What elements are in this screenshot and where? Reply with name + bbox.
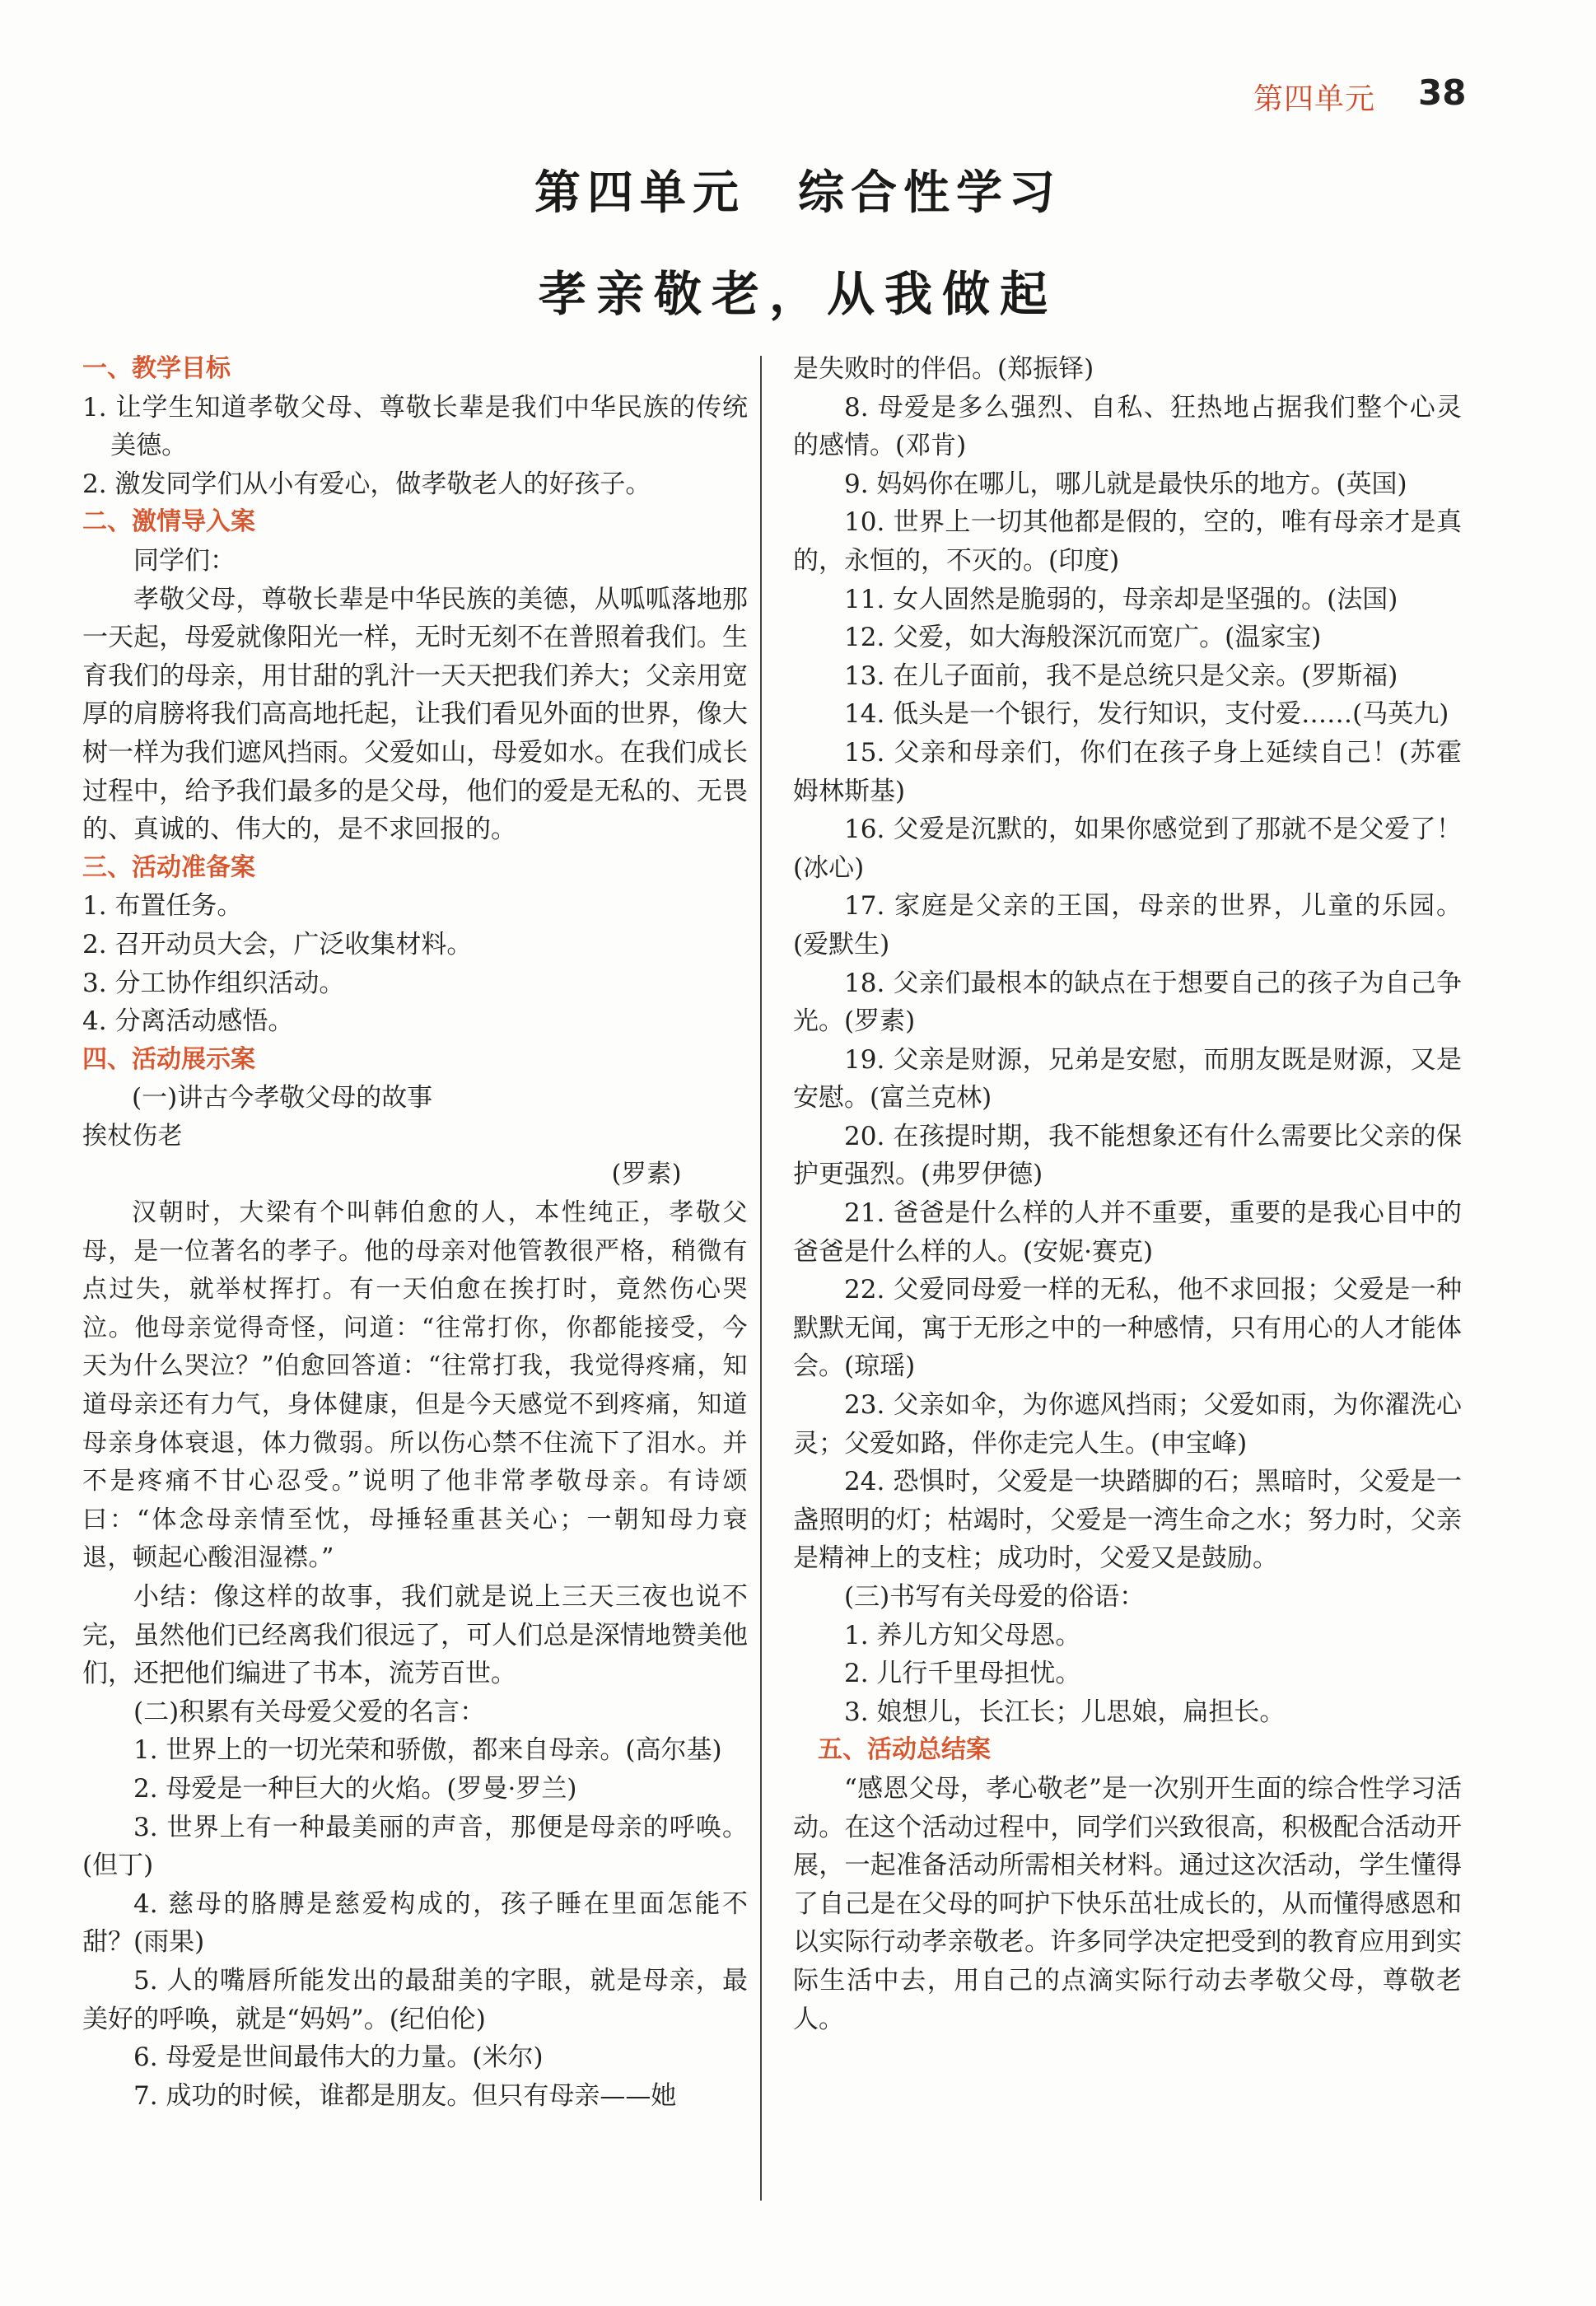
quote-item: 21. 爸爸是什么样的人并不重要，重要的是我心目中的爸爸是什么样的人。(安妮·赛克) — [793, 1198, 1462, 1267]
quote-item: 23. 父亲如伞，为你遮风挡雨；父爱如雨，为你濯洗心灵；父爱如路，伴你走完人生。(申宝峰) — [793, 1390, 1462, 1459]
quote-item: 18. 父亲们最根本的缺点在于想要自己的孩子为自己争光。(罗素) — [793, 968, 1462, 1037]
quote-item: 1. 世界上的一切光荣和骄傲，都来自母亲。(高尔基) — [133, 1735, 722, 1766]
quote-item: 9. 妈妈你在哪儿，哪儿就是最快乐的地方。(英国) — [844, 469, 1407, 499]
column-divider — [760, 356, 762, 2201]
unit-title: 第四单元 综合性学习 — [534, 166, 1062, 220]
prep-item: 4. 分离活动感悟。 — [82, 1006, 294, 1037]
story-author: (罗素) — [611, 1160, 682, 1189]
page-title: 孝亲敬老，从我做起 — [538, 266, 1057, 322]
page-number: 38 — [1418, 72, 1467, 113]
quote-item: 17. 家庭是父亲的王国，母亲的世界，儿童的乐园。(爱默生) — [793, 891, 1462, 959]
quote-item: 14. 低头是一个银行，发行知识，支付爱……(马英九) — [844, 699, 1449, 730]
quote-item: 20. 在孩提时期，我不能想象还有什么需要比父亲的保护更强烈。(弗罗伊德) — [793, 1121, 1462, 1190]
story-title: 挨杖伤老 — [82, 1121, 183, 1151]
goal-item: 1. 让学生知道孝敬父母、尊敬长辈是我们中华民族的传统美德。 — [82, 392, 748, 461]
summary-text: “感恩父母，孝心敬老”是一次别开生面的综合性学习活动。在这个活动过程中，同学们兴致很高，积极配合活动开展，一起准备活动所需相关材料。通过这次活动，学生懂得了自己是在父母的呵护下快乐茁壮成长的，从而懂得感恩和以实际行动孝亲敬老。许多同学决定把受到的教育应用到实际生活中去，用自己的点滴实际行动去孝敬父母，尊敬老人。 — [793, 1773, 1462, 2034]
section-prep: 三、活动准备案 — [82, 852, 255, 882]
header-unit: 第四单元 — [1253, 82, 1376, 116]
right-column — [793, 350, 1462, 2038]
prep-item: 2. 召开动员大会，广泛收集材料。 — [82, 929, 473, 959]
story-summary: 小结：像这样的故事，我们就是说上三天三夜也说不完，虽然他们已经离我们很远了，可人们总是深情地赞美他们，还把他们编进了书本，流芳百世。 — [82, 1582, 748, 1689]
quote-item: 8. 母爱是多么强烈、自私、狂热地占据我们整个心灵的感情。(邓肯) — [793, 392, 1462, 461]
section-show: 四、活动展示案 — [82, 1044, 255, 1074]
quote-item: 13. 在儿子面前，我不是总统只是父亲。(罗斯福) — [844, 661, 1398, 691]
left-column — [82, 350, 748, 2115]
goal-item: 2. 激发同学们从小有爱心，做孝敬老人的好孩子。 — [82, 469, 651, 499]
quote-item: 12. 父爱，如大海般深沉而宽广。(温家宝) — [844, 623, 1322, 653]
saying-item: 2. 儿行千里母担忧。 — [844, 1659, 1081, 1689]
intro-body: 孝敬父母，尊敬长辈是中华民族的美德，从呱呱落地那一天起，母爱就像阳光一样，无时无刻不在普照着我们。生育我们的母亲，用甘甜的乳汁一天天把我们养大；父亲用宽厚的肩膀将我们高高地托起，让我们看见外面的世界，像大树一样为我们遮风挡雨。父爱如山，母爱如水。在我们成长过程中，给予我们最多的是父母，他们的爱是无私的、无畏的、真诚的、伟大的，是不求回报的。 — [82, 584, 748, 845]
intro-greeting: 同学们： — [133, 545, 236, 576]
prep-item: 1. 布置任务。 — [82, 891, 243, 922]
quote-item: 24. 恐惧时，父爱是一块踏脚的石；黑暗时，父爱是一盏照明的灯；枯竭时，父爱是一湾生命之水；努力时，父亲是精神上的支柱；成功时，父爱又是鼓励。 — [793, 1467, 1462, 1574]
quote-item: 19. 父亲是财源，兄弟是安慰，而朋友既是财源，又是安慰。(富兰克林) — [793, 1044, 1462, 1113]
quote-item: 16. 父爱是沉默的，如果你感觉到了那就不是父爱了！(冰心) — [793, 815, 1462, 883]
quote-item: 5. 人的嘴唇所能发出的最甜美的字眼，就是母亲，最美好的呼唤，就是“妈妈”。(纪伯伦) — [82, 1965, 748, 2034]
section-intro: 二、激情导入案 — [82, 507, 255, 537]
show-part-2: (二)积累有关母爱父爱的名言： — [133, 1697, 486, 1727]
saying-item: 3. 娘想儿，长江长；儿思娘，扁担长。 — [844, 1697, 1286, 1727]
quote-item: 3. 世界上有一种最美丽的声音，那便是母亲的呼唤。(但丁) — [82, 1812, 748, 1881]
prep-item: 3. 分工协作组织活动。 — [82, 968, 345, 998]
quote-item: 10. 世界上一切其他都是假的，空的，唯有母亲才是真的，永恒的，不灭的。(印度) — [793, 507, 1462, 576]
quote-item: 6. 母爱是世间最伟大的力量。(米尔) — [133, 2042, 544, 2073]
section-goals: 一、教学目标 — [82, 354, 231, 383]
quote-item: 22. 父爱同母爱一样的无私，他不求回报；父爱是一种默默无闻，寓于无形之中的一种感情，只有用心的人才能体会。(琼瑶) — [793, 1275, 1462, 1382]
quote-item: 2. 母爱是一种巨大的火焰。(罗曼·罗兰) — [133, 1773, 577, 1804]
quote-item: 4. 慈母的胳膊是慈爱构成的，孩子睡在里面怎能不甜？(雨果) — [82, 1888, 748, 1958]
story-text: 汉朝时，大梁有个叫韩伯愈的人，本性纯正，孝敬父母，是一位著名的孝子。他的母亲对他管教很严格，稍微有点过失，就举杖挥打。有一天伯愈在挨打时，竟然伤心哭泣。他母亲觉得奇怪，问道：“往常打你，你都能接受，今天为什么哭泣？”伯愈回答道：“往常打我，我觉得疼痛，知道母亲还有力气，身体健康，但是今天感觉不到疼痛，知道母亲身体衰退，体力微弱。所以伤心禁不住流下了泪水。并不是疼痛不甘心忍受。”说明了他非常孝敬母亲。有诗颂曰：“体念母亲情至忱，母捶轻重甚关心；一朝知母力衰退，顿起心酸泪湿襟。” — [82, 1198, 748, 1573]
show-part-3: (三)书写有关母爱的俗语： — [844, 1582, 1146, 1612]
quote-item: 7. 成功的时候，谁都是朋友。但只有母亲——她 — [133, 2080, 677, 2111]
quote-continuation: 是失败时的伴侣。(郑振铎) — [793, 354, 1094, 384]
show-part-1: (一)讲古今孝敬父母的故事 — [132, 1083, 433, 1113]
section-summary: 五、活动总结案 — [818, 1735, 991, 1765]
quote-item: 15. 父亲和母亲们，你们在孩子身上延续自己！(苏霍姆林斯基) — [793, 737, 1462, 806]
quote-item: 11. 女人固然是脆弱的，母亲却是坚强的。(法国) — [844, 584, 1398, 614]
story-block — [82, 1118, 748, 1578]
saying-item: 1. 养儿方知父母恩。 — [844, 1620, 1081, 1650]
